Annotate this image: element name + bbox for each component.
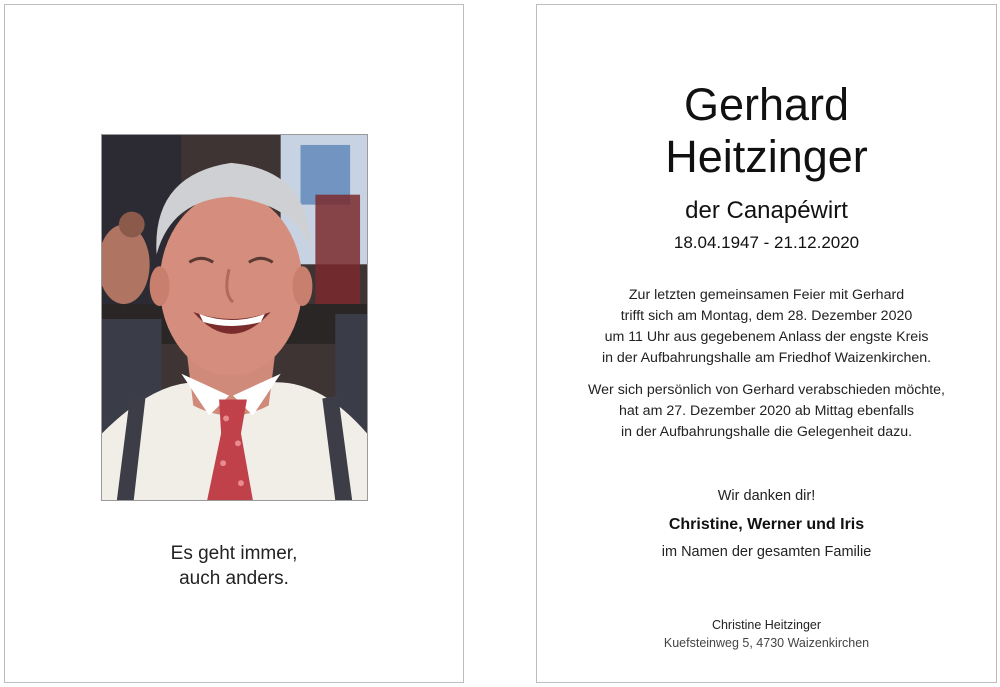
ceremony-paragraph [537,285,996,369]
memorial-quote [5,541,463,591]
contact-address: Kuefsteinweg 5, 4730 Waizenkirchen [663,636,870,650]
deceased-name [537,79,996,183]
paragraph-line: Wer sich persönlich von Gerhard verabschieden möchte, [588,382,945,398]
paragraph-line: Zur letzten gemeinsamen Feier mit Gerhard [628,287,905,303]
family-line: im Namen der gesamten Familie [661,544,872,560]
life-dates: 18.04.1947 - 21.12.2020 [673,233,860,252]
quote-line-2: auch anders. [179,568,289,589]
portrait-image [102,135,367,500]
paragraph-line: in der Aufbahrungshalle die Gelegenheit dazu. [620,424,913,440]
right-card [536,4,997,683]
paragraph-line: in der Aufbahrungshalle am Friedhof Waizenkirchen. [601,350,932,366]
farewell-paragraph [537,380,996,443]
thanks-text: Wir danken dir! [717,488,816,504]
signers: Christine, Werner und Iris [668,516,865,533]
paragraph-line: trifft sich am Montag, dem 28. Dezember 2020 [620,308,913,324]
portrait-photo [101,134,368,501]
quote-line-1: Es geht immer, [170,543,298,564]
paragraph-line: um 11 Uhr aus gegebenem Anlass der engste Kreis [604,329,929,345]
paragraph-line: hat am 27. Dezember 2020 ab Mittag ebenfalls [619,403,914,419]
left-card [4,4,464,683]
nickname: der Canapéwirt [685,197,848,224]
last-name: Heitzinger [665,131,868,182]
contact-name: Christine Heitzinger [711,618,822,632]
first-name: Gerhard [683,79,850,130]
